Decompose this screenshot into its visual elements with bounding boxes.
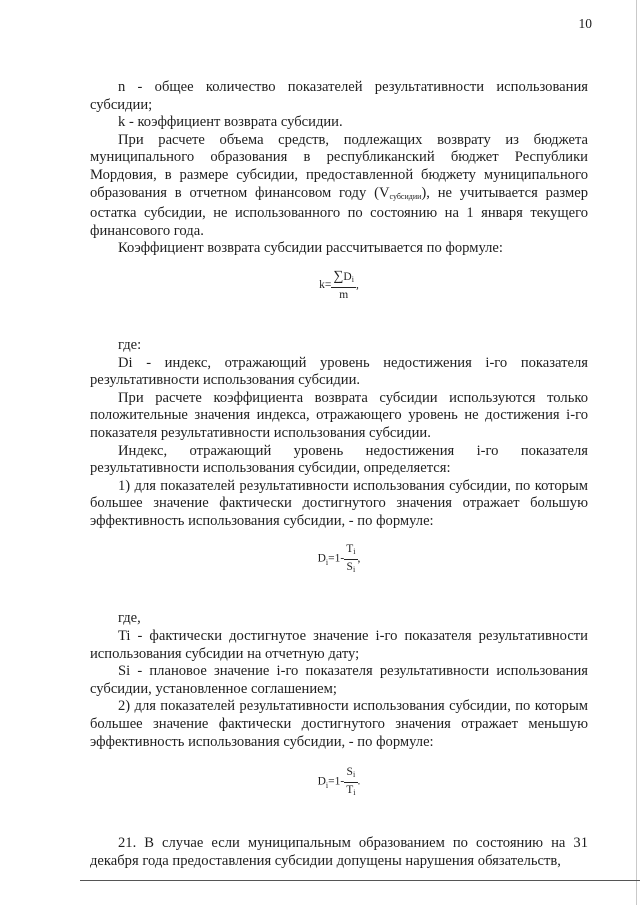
paragraph-si-definition: Si - плановое значение i-го показателя результативности использования субсидии, установленное соглашением; [90, 663, 588, 697]
formula-d1-numerator [344, 542, 357, 560]
formula-d2-num-sub: i [352, 770, 356, 780]
formula-k-lhs: k= [319, 279, 332, 292]
paragraph-k-definition: k - коэффициент возврата субсидии. [118, 114, 343, 131]
formula-d2-lhs-sub: i [325, 781, 329, 791]
document-body [90, 79, 588, 870]
formula-d1-denominator [344, 560, 357, 577]
paragraph-return-calculation [90, 132, 588, 241]
page-edge-line [636, 0, 637, 905]
paragraph-case-1: 1) для показателей результативности использования субсидии, по которым большее значение фактически достигнутого значения отражает большую эффективность использования субсидии, - по формуле: [90, 477, 588, 529]
paragraph-n-definition: n - общее количество показателей результативности использования субсидии; [90, 79, 588, 113]
formula-d2-tail: . [357, 775, 361, 788]
paragraph-where-2: где, [118, 610, 141, 627]
paragraph-return-text-b: ), не учитывается размер остатка субсидии, не использованного по состоянию на 1 января текущего финансового года. [90, 184, 588, 239]
formula-d1-tail: , [357, 553, 361, 566]
paragraph-index-determined: Индекс, отражающий уровень недостижения i-го показателя результативности использования субсидии, определяется: [90, 442, 588, 477]
formula-d1-fraction [344, 542, 357, 577]
footer-divider [80, 880, 640, 881]
formula-k-numerator [331, 270, 356, 288]
sum-symbol: ∑ [333, 268, 344, 284]
formula-d1 [90, 542, 588, 590]
formula-d2-den-var: T [346, 784, 354, 797]
formula-d1-num-var: T [346, 543, 354, 556]
formula-d1-num-sub: i [353, 547, 356, 557]
formula-d2-fraction [344, 765, 357, 800]
formula-d2-numerator [344, 765, 357, 783]
subsidy-subscript: субсидии [389, 191, 422, 201]
formula-k-num-sub: i [351, 274, 354, 284]
formula-d1-lhs: D [317, 553, 326, 566]
formula-k-fraction [331, 270, 356, 302]
paragraph-positive-values: При расчете коэффициента возврата субсидии используются только положительные значения индекса, отражающего уровень не достижения i-го показателя результативности использования субсидии. [90, 389, 588, 441]
formula-d2-eq: =1- [328, 775, 345, 788]
formula-d2-denominator [344, 783, 357, 800]
formula-k-num-var: D [343, 270, 352, 283]
formula-d2-num-var: S [346, 766, 353, 779]
paragraph-ti-definition: Ti - фактически достигнутое значение i-го показателя результативности использования субсидии на отчетную дату; [90, 628, 588, 662]
formula-d1-den-sub: i [352, 565, 356, 575]
formula-k [90, 270, 588, 317]
formula-d2-den-sub: i [353, 788, 356, 798]
paragraph-di-definition: Di - индекс, отражающий уровень недостижения i-го показателя результативности использования субсидии. [90, 354, 588, 389]
formula-d1-lhs-sub: i [325, 558, 329, 568]
formula-d1-den-var: S [346, 561, 353, 574]
paragraph-where: где: [118, 336, 142, 353]
formula-k-tail: , [355, 279, 359, 292]
formula-d2 [90, 765, 588, 813]
paragraph-coefficient-intro: Коэффициент возврата субсидии рассчитывается по формуле: [118, 240, 503, 257]
formula-d2-lhs: D [317, 775, 326, 788]
formula-k-denominator: m [339, 288, 349, 301]
paragraph-item-21: 21. В случае если муниципальным образованием по состоянию на 31 декабря года предоставления субсидии допущены нарушения обязательств, [90, 835, 588, 869]
formula-d1-eq: =1- [328, 553, 345, 566]
paragraph-return-text-a: При расчете объема средств, подлежащих возврату из бюджета муниципального образования в республиканский бюджет Республики Мордовия, в размере субсидии, предоставленной бюджету муниципального образования в отчетном финансовом году (V [90, 131, 588, 201]
page-number: 10 [578, 16, 592, 31]
paragraph-case-2: 2) для показателей результативности использования субсидии, по которым большее значение фактически достигнутого значения отражает меньшую эффективность использования субсидии, - по формуле: [90, 698, 588, 750]
